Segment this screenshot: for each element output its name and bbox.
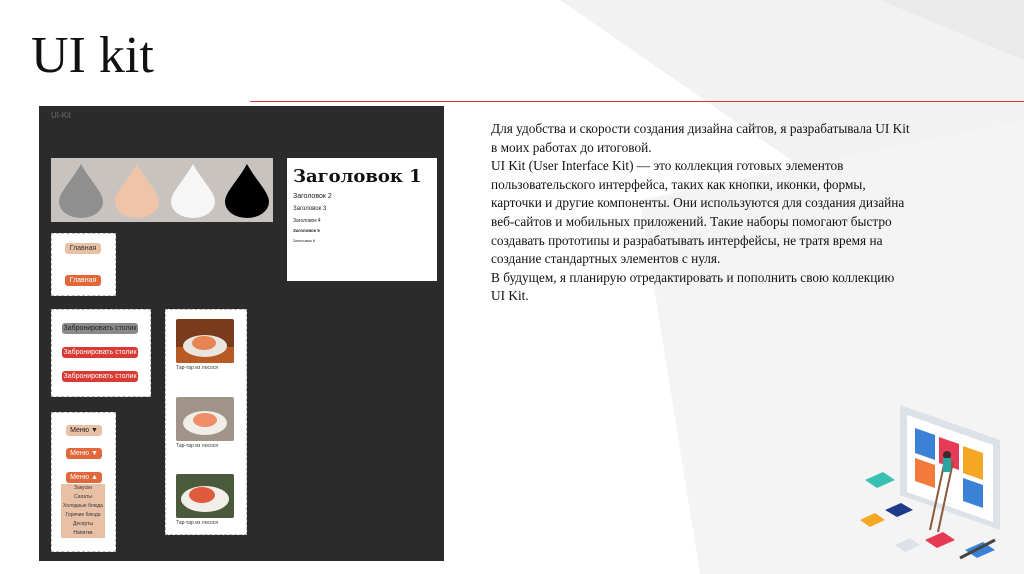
food-caption: Тар-тар из лосося bbox=[176, 443, 219, 449]
black-drop-swatch bbox=[223, 162, 271, 218]
peach-drop-swatch bbox=[113, 162, 161, 218]
heading-4-sample: Заголовок 4 bbox=[293, 218, 321, 224]
menu-dropdowns-card bbox=[51, 412, 116, 552]
heading-3-sample: Заголовок 3 bbox=[293, 206, 327, 212]
book-table-button-hover[interactable]: Забронировать столик bbox=[63, 373, 137, 380]
menu-item[interactable]: Десерты bbox=[72, 521, 93, 527]
description-paragraph: UI Kit (User Interface Kit) — это коллекция готовых элементов пользовательского интерфейса, таких как кнопки, иконки, формы, карточки и другие компоненты. Они используются для создания дизайна веб-сайтов и мобильных приложений. Такие наборы помогают быстро создавать прототипы и разрабатывать интерфейсы, не тратя время на создание стандартных элементов с нуля. bbox=[491, 158, 905, 267]
description-text bbox=[491, 120, 911, 306]
headings-card bbox=[287, 158, 437, 281]
food-photo bbox=[176, 474, 234, 518]
food-photo bbox=[176, 397, 234, 441]
menu-dropdown-button[interactable]: Меню ▼ bbox=[66, 425, 102, 436]
white-drop-swatch bbox=[169, 162, 217, 218]
food-caption: Тар-тар из лосося bbox=[176, 520, 219, 526]
book-table-button-disabled[interactable]: Забронировать столик bbox=[63, 325, 137, 332]
accent-line bbox=[250, 101, 1024, 102]
kit-label: UI-Kit bbox=[51, 111, 71, 120]
menu-item[interactable]: Салаты bbox=[74, 494, 92, 500]
description-paragraph: Для удобства и скорости создания дизайна сайтов, я разрабатывала UI Kit в моих работах до итоговой. bbox=[491, 121, 910, 155]
menu-item[interactable]: Горячие блюда bbox=[65, 512, 101, 518]
ui-kit-preview bbox=[39, 106, 444, 561]
slide-title: UI kit bbox=[31, 27, 154, 84]
main-button-active[interactable]: Главная bbox=[65, 275, 101, 286]
description-paragraph: В будущем, я планирую отредактировать и пополнить свою коллекцию UI Kit. bbox=[491, 269, 895, 304]
color-swatches bbox=[51, 158, 273, 222]
menu-item[interactable]: Холодные блюда bbox=[63, 503, 103, 509]
food-cards-card bbox=[165, 309, 247, 535]
heading-1-sample: Заголовок 1 bbox=[293, 166, 422, 187]
heading-5-sample: Заголовок 5 bbox=[293, 228, 320, 233]
menu-dropdown-button-hover[interactable]: Меню ▼ bbox=[66, 448, 102, 459]
web-design-illustration bbox=[855, 400, 1024, 570]
heading-6-sample: Заголовок 6 bbox=[293, 238, 316, 243]
booking-buttons-card bbox=[51, 309, 151, 397]
heading-2-sample: Заголовок 2 bbox=[293, 193, 332, 200]
gray-drop-swatch bbox=[57, 162, 105, 218]
menu-item[interactable]: Закуски bbox=[74, 485, 92, 491]
main-button[interactable]: Главная bbox=[65, 243, 101, 254]
menu-item[interactable]: Напитки bbox=[73, 530, 93, 536]
food-caption: Тар-тар из лосося bbox=[176, 365, 219, 371]
main-buttons-card bbox=[51, 233, 116, 296]
menu-dropdown-list bbox=[61, 484, 105, 538]
menu-dropdown-button-open[interactable]: Меню ▲ bbox=[66, 472, 102, 483]
book-table-button[interactable]: Забронировать столик bbox=[63, 349, 137, 356]
food-photo bbox=[176, 319, 234, 363]
